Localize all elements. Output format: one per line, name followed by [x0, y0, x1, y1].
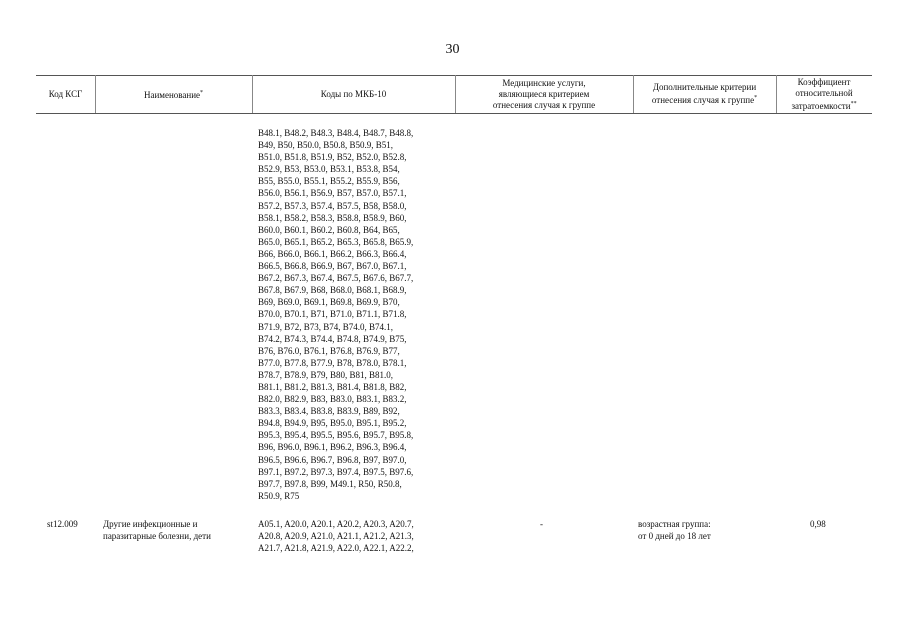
page-number: 30	[445, 42, 460, 57]
row-ksg-code: st12.009	[47, 519, 78, 529]
header-icd-codes: Коды по МКБ-10	[320, 88, 387, 99]
row-additional-criteria: возрастная группа: от 0 дней до 18 лет	[638, 519, 711, 542]
row-medical-services: -	[540, 519, 543, 529]
header-bottom-rule	[36, 113, 872, 114]
header-coefficient: Коэффициент относительной затратоемкости**	[791, 76, 857, 111]
row-coefficient: 0,98	[810, 519, 826, 529]
row-icd-codes: A05.1, A20.0, A20.1, A20.2, A20.3, A20.7, A20.8, A20.9, A21.0, A21.1, A21.2, A21.3, A21.7, A21.8, A21.9, A22.0, A22.1, A22.2,	[258, 519, 414, 554]
header-code: Код КСГ	[48, 88, 83, 99]
row-name: Другие инфекционные и паразитарные болезни, дети	[103, 519, 211, 542]
header-medical-services: Медицинские услуги, являющиеся критерием отнесения случая к группе	[492, 77, 596, 110]
continued-icd-codes: B48.1, B48.2, B48.3, B48.4, B48.7, B48.8, B49, B50, B50.0, B50.8, B50.9, B51, B51.0, B51.8, B51.9, B52, B52.0, B52.8, B52.9, B53, B53.0, B53.1, B53.8, B54, B55, B55.0, B55.1, B55.2, B55.9, B56, B56.0, B56.1, B56.9, B57, B57.0, B57.1, B57.2, B57.3, B57.4, B57.5, B58, B58.0, B58.1, B58.2, B58.3, B58.8, B58.9, B60, B60.0, B60.1, B60.2, B60.8, B64, B65, B65.0, B65.1, B65.2, B65.3, B65.8, B65.9, B66, B66.0, B66.1, B66.2, B66.3, B66.4, B66.5, B66.8, B66.9, B67, B67.0, B67.1, B67.2, B67.3, B67.4, B67.5, B67.6, B67.7, B67.8, B67.9, B68, B68.0, B68.1, B68.9, B69, B69.0, B69.1, B69.8, B69.9, B70, B70.0, B70.1, B71, B71.0, B71.1, B71.8, B71.9, B72, B73, B74, B74.0, B74.1, B74.2, B74.3, B74.4, B74.8, B74.9, B75, B76, B76.0, B76.1, B76.8, B76.9, B77, B77.0, B77.8, B77.9, B78, B78.0, B78.1, B78.7, B78.9, B79, B80, B81, B81.0, B81.1, B81.2, B81.3, B81.4, B81.8, B82, B82.0, B82.9, B83, B83.0, B83.1, B83.2, B83.3, B83.4, B83.8, B83.9, B89, B92, B94.8, B94.9, B95, B95.0, B95.1, B95.2, B95.3, B95.4, B95.5, B95.6, B95.7, B95.8, B96, B96.0, B96.1, B96.2, B96.3, B96.4, B96.5, B96.6, B96.7, B96.8, B97, B97.0, B97.1, B97.2, B97.3, B97.4, B97.5, B97.6, B97.7, B97.8, B99, M49.1, R50, R50.8, R50.9, R75	[258, 128, 414, 501]
header-additional-criteria: Дополнительные критерии отнесения случая к группе*	[651, 82, 758, 105]
header-name: Наименование*	[143, 89, 204, 100]
